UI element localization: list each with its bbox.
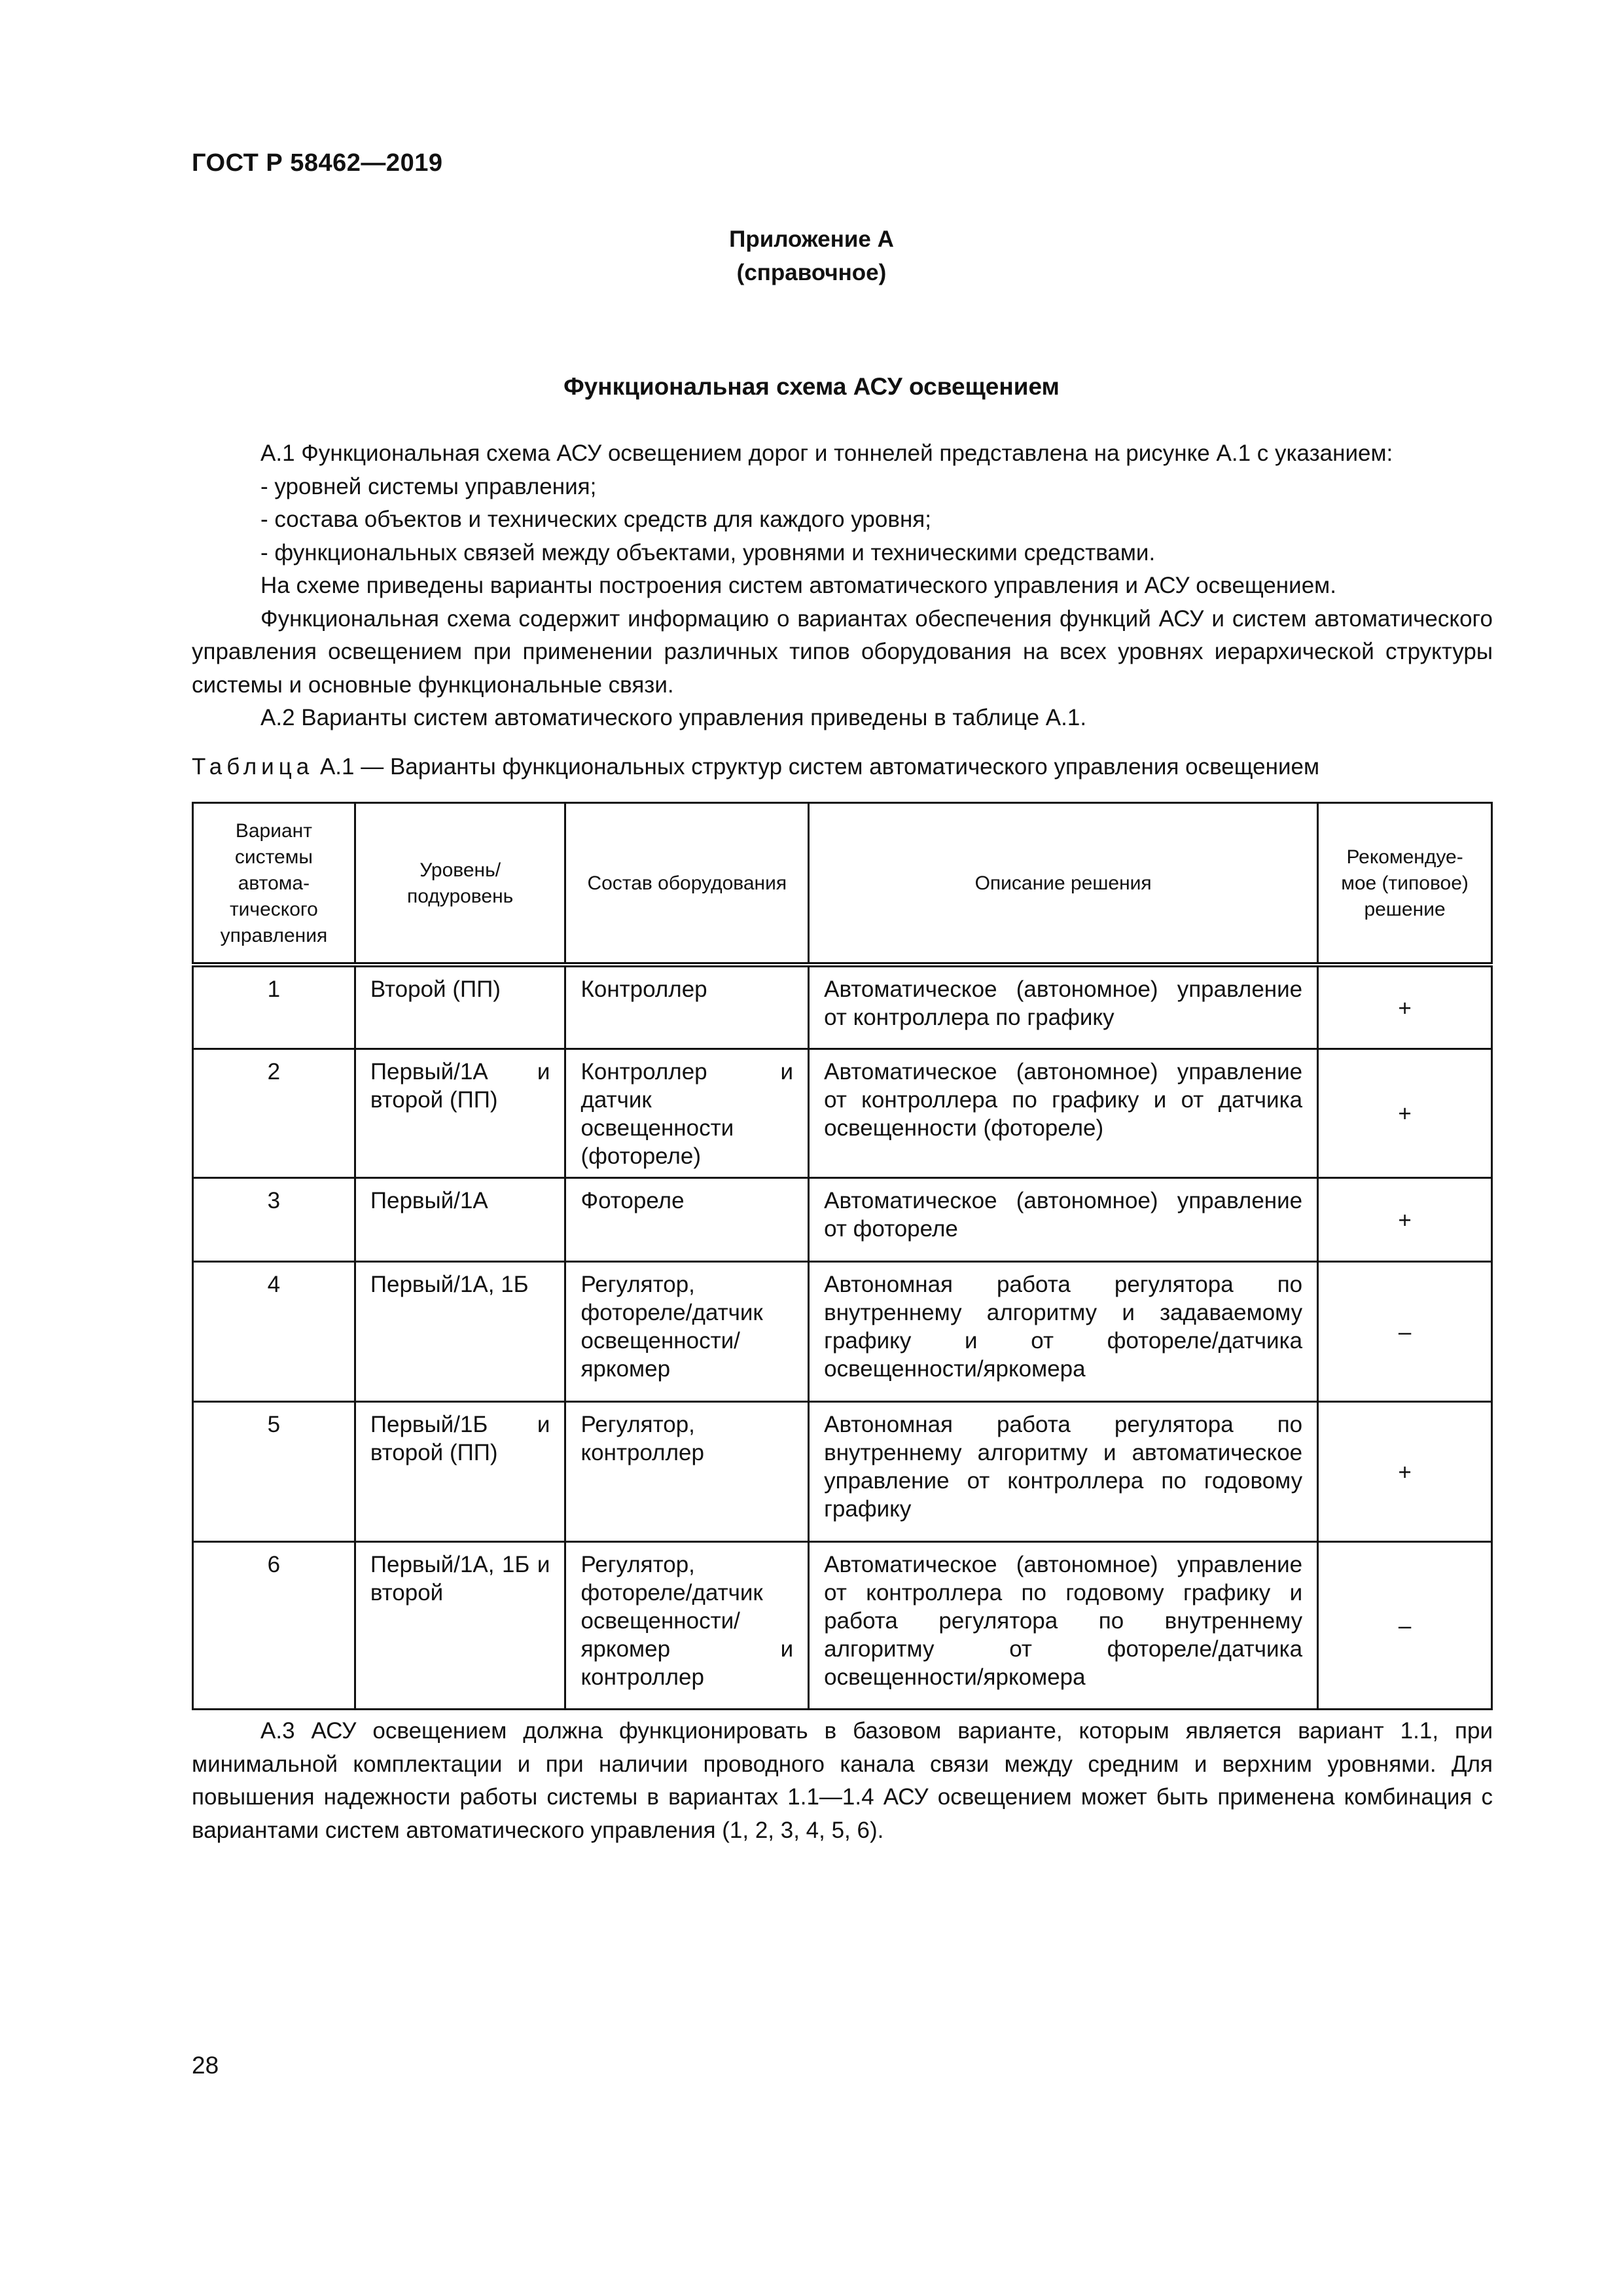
cell-level: Первый/1А и второй (ПП) xyxy=(355,1049,565,1177)
bullet-item: - функциональных связей между объектами, уровнями и техническими средствами. xyxy=(260,539,1156,565)
table-header-row xyxy=(193,803,1492,965)
paragraph-a3-block xyxy=(192,1715,1493,1847)
cell-equipment: Контроллер и датчик освещенности (фотореле) xyxy=(565,1049,809,1177)
table-caption-label: Таблица xyxy=(192,754,314,780)
cell-variant-num: 1 xyxy=(193,965,355,1049)
cell-recommended: – xyxy=(1318,1261,1492,1401)
cell-description: Автоматическое (автономное) управление от контроллера по графику xyxy=(809,965,1318,1049)
paragraph-a1: А.1 Функциональная схема АСУ освещением дорог и тоннелей представлена на рисунке А.1 с указанием: xyxy=(260,440,1393,466)
paragraph-scheme-variants: На схеме приведены варианты построения систем автоматического управления и АСУ освещением. xyxy=(260,573,1336,598)
table-row xyxy=(193,1049,1492,1177)
cell-variant-num: 4 xyxy=(193,1261,355,1401)
variants-table xyxy=(192,802,1493,1710)
paragraph-a2: А.2 Варианты систем автоматического управления приведены в таблице А.1. xyxy=(260,705,1087,730)
header-level: Уровень/ подуровень xyxy=(355,803,565,965)
table-caption xyxy=(192,754,1319,780)
cell-equipment: Фотореле xyxy=(565,1177,809,1261)
cell-variant-num: 6 xyxy=(193,1541,355,1709)
table-row xyxy=(193,1177,1492,1261)
intro-text xyxy=(192,437,1493,735)
document-code: ГОСТ Р 58462—2019 xyxy=(192,149,443,177)
section-title: Функциональная схема АСУ освещением xyxy=(563,373,1060,400)
table-row xyxy=(193,1401,1492,1541)
paragraph-scheme-contents: Функциональная схема содержит информацию о вариантах обеспечения функций АСУ и систем автоматического управления освещением при применении различных типов оборудования на всех уровнях иерархической структуры системы и основные функциональные связи. xyxy=(192,605,1493,698)
cell-description: Автономная работа регулятора по внутреннему алгоритму и автоматическое управление от контроллера по годовому графику xyxy=(809,1401,1318,1541)
cell-level: Первый/1А xyxy=(355,1177,565,1261)
cell-recommended: – xyxy=(1318,1541,1492,1709)
page-number: 28 xyxy=(192,2052,219,2079)
cell-equipment: Регулятор, контроллер xyxy=(565,1401,809,1541)
table-row xyxy=(193,1261,1492,1401)
header-variant: Вариант системы автоматического управления xyxy=(193,803,355,965)
cell-recommended: + xyxy=(1318,1049,1492,1177)
cell-description: Автоматическое (автономное) управление от контроллера по годовому графику и работа регулятора по внутреннему алгоритму от фотореле/датчика освещенности/яркомера xyxy=(809,1541,1318,1709)
header-recommended: Рекомендуемое (типовое) решение xyxy=(1318,803,1492,965)
cell-level: Второй (ПП) xyxy=(355,965,565,1049)
cell-variant-num: 3 xyxy=(193,1177,355,1261)
cell-description: Автоматическое (автономное) управление от контроллера по графику и от датчика освещенности (фотореле) xyxy=(809,1049,1318,1177)
cell-recommended: + xyxy=(1318,1177,1492,1261)
cell-description: Автоматическое (автономное) управление от фотореле xyxy=(809,1177,1318,1261)
cell-level: Первый/1А, 1Б и второй xyxy=(355,1541,565,1709)
appendix-label: Приложение А xyxy=(729,226,894,252)
paragraph-a3: А.3 АСУ освещением должна функционировать в базовом варианте, которым является вариант 1.1, при минимальной комплектации и при наличии проводного канала связи между средним и верхним уровнями. Для повышения надежности работы системы в вариантах 1.1—1.4 АСУ освещением может быть применена комбинация с вариантами систем автоматического управления (1, 2, 3, 4, 5, 6). xyxy=(192,1718,1493,1843)
table-caption-text: А.1 — Варианты функциональных структур систем автоматического управления освещением xyxy=(313,754,1320,780)
cell-equipment: Регулятор, фотореле/датчик освещенности/яркомер xyxy=(565,1261,809,1401)
cell-description: Автономная работа регулятора по внутреннему алгоритму и задаваемому графику и от фотореле/датчика освещенности/яркомера xyxy=(809,1261,1318,1401)
cell-level: Первый/1А, 1Б xyxy=(355,1261,565,1401)
cell-equipment: Регулятор, фотореле/датчик освещенности/яркомер и контроллер xyxy=(565,1541,809,1709)
header-description: Описание решения xyxy=(809,803,1318,965)
cell-equipment: Контроллер xyxy=(565,965,809,1049)
appendix-status: (справочное) xyxy=(736,260,887,285)
table-row xyxy=(193,965,1492,1049)
bullet-item: - уровней системы управления; xyxy=(260,473,597,499)
cell-variant-num: 2 xyxy=(193,1049,355,1177)
header-equipment: Состав оборудования xyxy=(565,803,809,965)
table-row xyxy=(193,1541,1492,1709)
appendix-heading xyxy=(0,223,1623,289)
cell-recommended: + xyxy=(1318,965,1492,1049)
cell-variant-num: 5 xyxy=(193,1401,355,1541)
cell-level: Первый/1Б и второй (ПП) xyxy=(355,1401,565,1541)
cell-recommended: + xyxy=(1318,1401,1492,1541)
bullet-item: - состава объектов и технических средств для каждого уровня; xyxy=(260,507,931,532)
